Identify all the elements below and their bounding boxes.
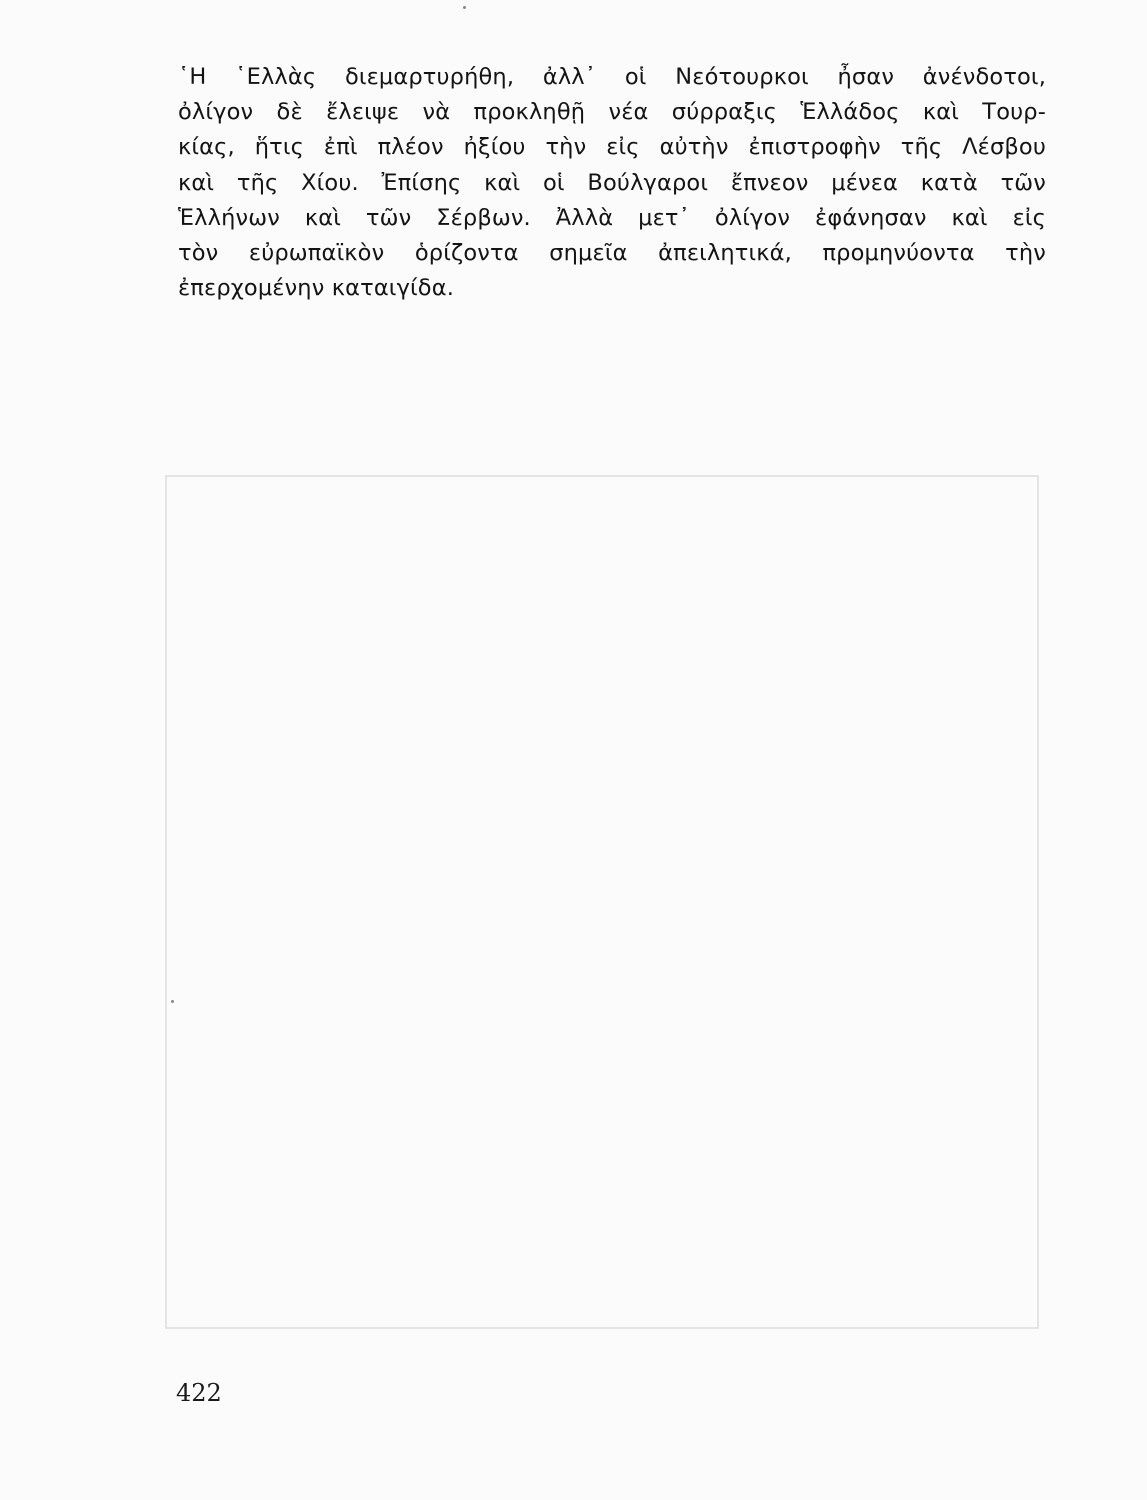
text-line: ἐπερχομένην καταιγίδα. [178,275,455,302]
text-line: κίας, ἥτις ἐπὶ πλέον ἠξίου τὴν εἰς αὐτὴν ἐπιστροφὴν τῆς Λέσβου [178,134,1046,161]
main-paragraph [178,60,1046,306]
text-line: Ἑλλήνων καὶ τῶν Σέρβων. Ἀλλὰ μετ᾽ ὀλίγον ἐφάνησαν καὶ εἰς [178,204,1046,231]
text-line: τὸν εὐρωπαϊκὸν ὁρίζοντα σημεῖα ἀπειλητικά, προμηνύοντα τὴν [178,240,1046,267]
paper-speck [463,6,466,9]
text-line: ὀλίγον δὲ ἔλειψε νὰ προκληθῇ νέα σύρραξις Ἑλλάδος καὶ Τουρ- [178,99,1046,126]
text-line: ῾Η ῾Ελλὰς διεμαρτυρήθη, ἀλλ᾽ οἱ Νεότουρκοι ἦσαν ἀνένδοτοι, [178,64,1046,90]
text-line: καὶ τῆς Χίου. Ἐπίσης καὶ οἱ Βούλγαροι ἔπνεον μένεα κατὰ τῶν [178,169,1046,196]
show-through-map-frame [165,475,1039,1329]
paper-speck [171,1000,174,1003]
page-number: 422 [176,1379,222,1407]
